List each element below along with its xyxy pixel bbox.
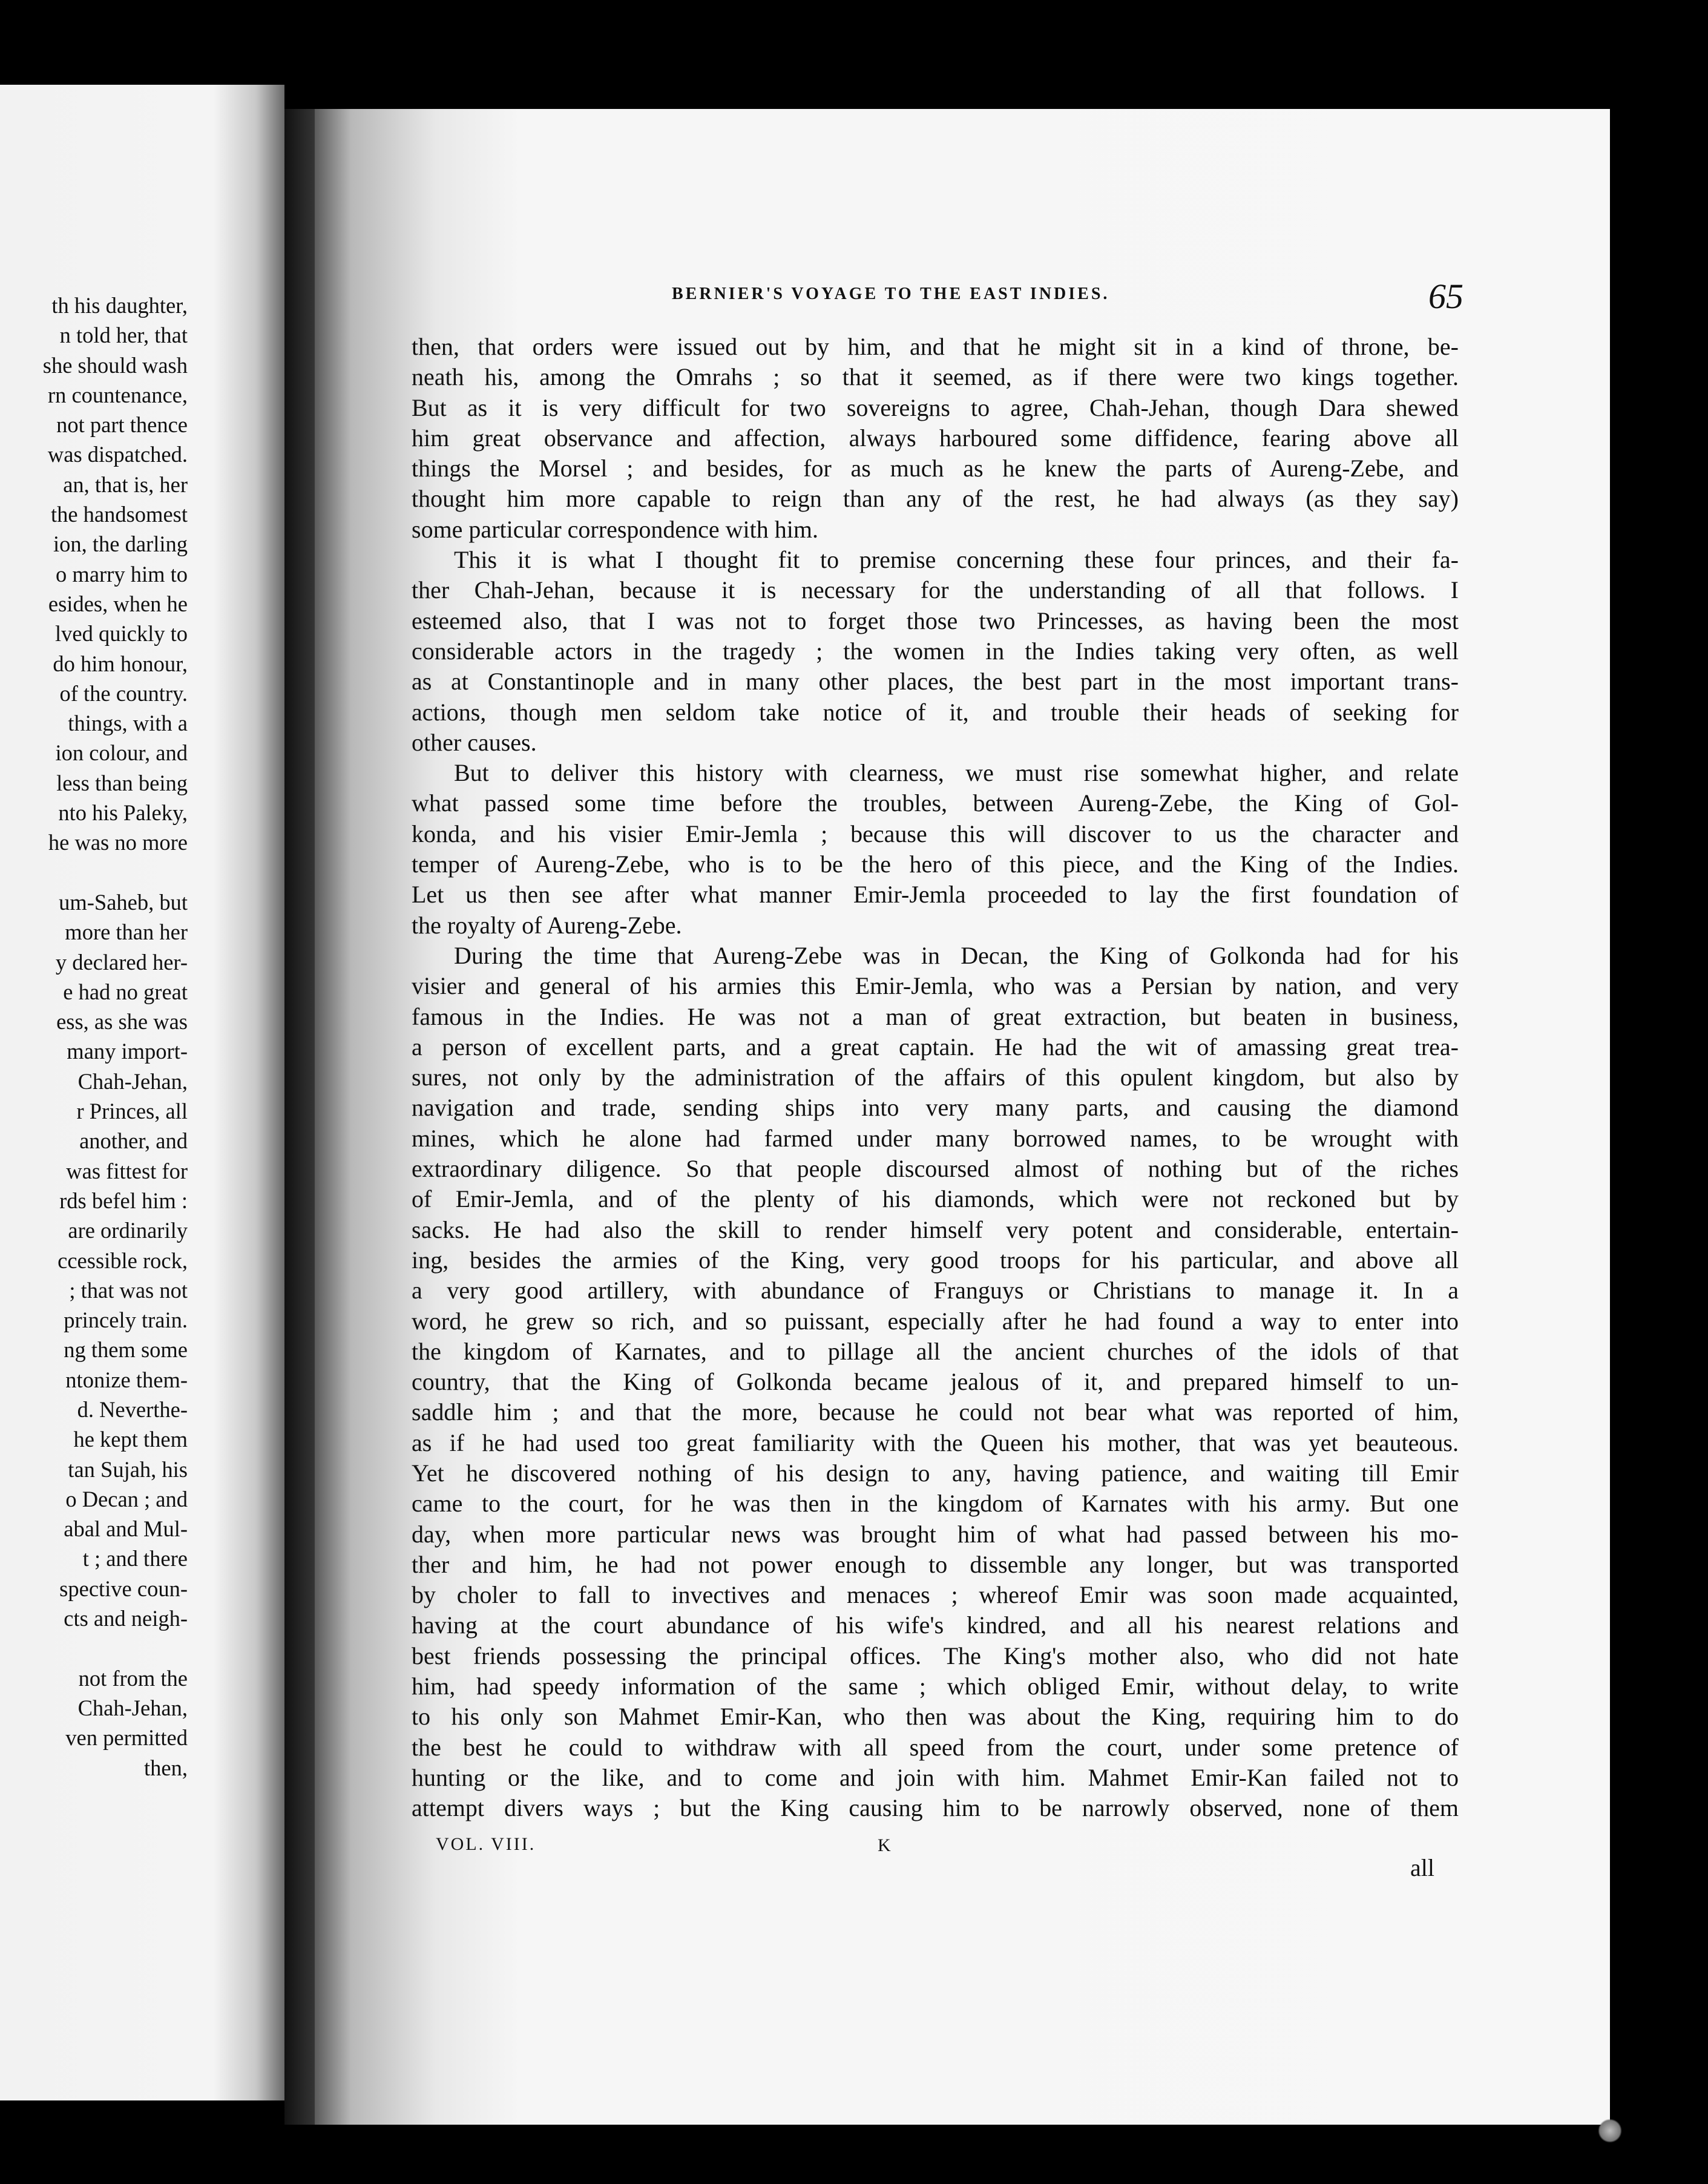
catchword: all (1410, 1854, 1434, 1881)
body-line: neath his, among the Omrahs ; so that it seemed, as if there were two kings together. (412, 363, 1459, 391)
left-page-line: esides, when he (48, 591, 188, 616)
left-page-line: rds befel him : (59, 1188, 188, 1213)
body-line: of Emir-Jemla, and of the plenty of his diamonds, which were not reckoned but by (412, 1185, 1459, 1213)
left-page-line: ion, the darling (53, 531, 188, 557)
left-page-line: princely train. (64, 1307, 188, 1333)
left-page-line: ntonize them- (65, 1367, 188, 1392)
body-line: considerable actors in the tragedy ; the women in the Indies taking very often, as well (412, 637, 1459, 665)
left-page-line: nto his Paleky, (58, 800, 188, 826)
body-line: the kingdom of Karnates, and to pillage all the ancient churches of the idols of that (412, 1337, 1459, 1365)
body-line: things the Morsel ; and besides, for as much as he knew the parts of Aureng-Zebe, and (412, 455, 1459, 482)
body-line: by choler to fall to invectives and menaces ; whereof Emir was soon made acquainted, (412, 1581, 1459, 1609)
body-line: some particular correspondence with him. (412, 515, 818, 543)
left-page-line: um-Saheb, but (59, 889, 188, 915)
body-line: But as it is very difficult for two sovereigns to agree, Chah-Jehan, though Dara shewed (412, 393, 1459, 421)
left-page-line: an, that is, her (63, 472, 188, 497)
body-line: During the time that Aureng-Zebe was in Decan, the King of Golkonda had for his (454, 941, 1459, 969)
body-line: a very good artillery, with abundance of Franguys or Christians to manage it. In a (412, 1277, 1459, 1304)
left-page-line: th his daughter, (51, 293, 188, 318)
left-page-line: ccessible rock, (57, 1248, 188, 1273)
body-line: then, that orders were issued out by him, and that he might sit in a kind of throne, be- (412, 333, 1459, 360)
body-line: sacks. He had also the skill to render himself very potent and considerable, entertain- (412, 1215, 1459, 1243)
left-page-line: are ordinarily (68, 1218, 188, 1243)
left-page-line: less than being (56, 770, 188, 795)
left-page-line: o marry him to (56, 561, 188, 587)
left-page-line: o Decan ; and (65, 1486, 188, 1511)
body-line: day, when more particular news was brought him of what had passed between his mo- (412, 1520, 1459, 1548)
body-line: This it is what I thought fit to premise concerning these four princes, and their fa- (454, 546, 1459, 574)
left-page-line: not part thence (56, 412, 188, 438)
left-page-line: she should wash (42, 352, 188, 378)
left-page-line: of the country. (59, 680, 188, 706)
left-page-line: ven permitted (65, 1725, 188, 1751)
left-page-line: was fittest for (66, 1158, 188, 1183)
body-line: the best he could to withdraw with all speed from the court, under some pretence of (412, 1733, 1459, 1761)
left-page-line: he was no more (48, 830, 188, 855)
left-page-line: another, and (79, 1128, 188, 1154)
body-line: came to the court, for he was then in the kingdom of Karnates with his army. But one (412, 1490, 1459, 1518)
body-line: country, that the King of Golkonda became jealous of it, and prepared himself to un- (412, 1368, 1459, 1396)
body-line: extraordinary diligence. So that people discoursed almost of nothing but of the riches (412, 1155, 1459, 1183)
body-line: sures, not only by the administration of the affairs of this opulent kingdom, but also by (412, 1064, 1459, 1091)
left-page-line: r Princes, all (76, 1099, 188, 1124)
left-page-line: Chah-Jehan, (77, 1068, 188, 1094)
body-line: him great observance and affection, always harboured some diffidence, fearing above all (412, 424, 1459, 452)
left-page-line: was dispatched. (47, 442, 188, 467)
page-number: 65 (1428, 277, 1463, 316)
left-page-line: abal and Mul- (64, 1516, 188, 1542)
body-line: as at Constantinople and in many other places, the best part in the most important trans- (412, 668, 1459, 696)
running-header: BERNIER'S VOYAGE TO THE EAST INDIES. (672, 285, 1110, 303)
left-page-line: lved quickly to (55, 621, 188, 646)
body-line: him, had speedy information of the same ; which obliged Emir, without delay, to write (412, 1673, 1459, 1700)
body-line: konda, and his visier Emir-Jemla ; because this will discover to us the character and (412, 820, 1459, 847)
body-line: Let us then see after what manner Emir-Jemla proceeded to lay the first foundation of (412, 881, 1459, 909)
left-page-line: do him honour, (53, 651, 188, 676)
body-line: mines, which he alone had farmed under many borrowed names, to be wrought with (412, 1124, 1459, 1152)
body-line: a person of excellent parts, and a great captain. He had the wit of amassing great trea- (412, 1033, 1459, 1061)
left-page-line: he kept them (73, 1427, 188, 1452)
left-page-line: tan Sujah, his (68, 1456, 188, 1482)
left-page-line: d. Neverthe- (77, 1396, 188, 1422)
left-page-line: ; that was not (69, 1277, 188, 1303)
left-page-line: n told her, that (59, 323, 188, 348)
body-line: to his only son Mahmet Emir-Kan, who then was about the King, requiring him to do (412, 1703, 1459, 1731)
left-page-line: rn countenance, (47, 382, 188, 407)
left-page-text (6, 291, 188, 1783)
left-page-blank-line (6, 1633, 188, 1663)
left-page-line: the handsomest (50, 502, 188, 527)
body-line: best friends possessing the principal offices. The King's mother also, who did not hate (412, 1642, 1459, 1669)
left-page-line: Chah-Jehan, (77, 1695, 188, 1720)
signature-mark: K (878, 1835, 891, 1855)
left-page-line: then, (144, 1755, 188, 1780)
body-line: actions, though men seldom take notice of it, and trouble their heads of seeking for (412, 698, 1459, 726)
left-page (0, 85, 284, 2100)
body-line: other causes. (412, 728, 537, 756)
left-page-line: ess, as she was (56, 1009, 188, 1034)
left-page-line: not from the (78, 1665, 188, 1691)
left-page-line: e had no great (63, 979, 188, 1004)
left-page-line: more than her (65, 919, 188, 945)
body-line: visier and general of his armies this Emir-Jemla, who was a Persian by nation, and very (412, 972, 1459, 1000)
left-page-line: y declared her- (55, 949, 188, 975)
body-line: temper of Aureng-Zebe, who is to be the hero of this piece, and the King of the Indies. (412, 850, 1459, 878)
scan-artifact (1598, 2119, 1622, 2143)
body-line: navigation and trade, sending ships into very many parts, and causing the diamond (412, 1094, 1459, 1122)
body-line: word, he grew so rich, and so puissant, especially after he had found a way to enter into (412, 1307, 1459, 1335)
body-line: But to deliver this history with clearness, we must rise somewhat higher, and relate (454, 759, 1459, 787)
body-line: Yet he discovered nothing of his design to any, having patience, and waiting till Emir (412, 1459, 1459, 1487)
left-page-line: ion colour, and (55, 740, 188, 766)
body-line: having at the court abundance of his wife's kindred, and all his nearest relations and (412, 1611, 1459, 1639)
body-line: ther and him, he had not power enough to dissemble any longer, but was transported (412, 1550, 1459, 1578)
body-line: the royalty of Aureng-Zebe. (412, 911, 682, 939)
left-page-line: ng them some (64, 1337, 188, 1363)
body-line: what passed some time before the troubles, between Aureng-Zebe, the King of Gol- (412, 789, 1459, 817)
page-body-text (412, 332, 1459, 1824)
body-line: hunting or the like, and to come and join with him. Mahmet Emir-Kan failed not to (412, 1763, 1459, 1791)
left-page-blank-line (6, 858, 188, 887)
body-line: thought him more capable to reign than any of the rest, he had always (as they say) (412, 485, 1459, 513)
body-line: attempt divers ways ; but the King causing him to be narrowly observed, none of them (412, 1794, 1459, 1822)
body-line: as if he had used too great familiarity with the Queen his mother, that was yet beauteous. (412, 1429, 1459, 1456)
left-page-line: t ; and there (82, 1546, 188, 1571)
body-line: ther Chah-Jehan, because it is necessary for the understanding of all that follows. I (412, 576, 1459, 604)
body-line: ing, besides the armies of the King, very good troops for his particular, and above all (412, 1246, 1459, 1274)
left-page-line: spective coun- (59, 1576, 188, 1601)
volume-label: VOL. VIII. (436, 1834, 536, 1854)
left-page-line: things, with a (68, 711, 188, 736)
body-line: saddle him ; and that the more, because he could not bear what was reported of him, (412, 1398, 1459, 1426)
body-line: famous in the Indies. He was not a man of great extraction, but beaten in business, (412, 1002, 1459, 1030)
left-page-line: many import- (67, 1039, 188, 1064)
left-page-line: cts and neigh- (64, 1606, 188, 1631)
body-line: esteemed also, that I was not to forget those two Princesses, as having been the most (412, 607, 1459, 634)
